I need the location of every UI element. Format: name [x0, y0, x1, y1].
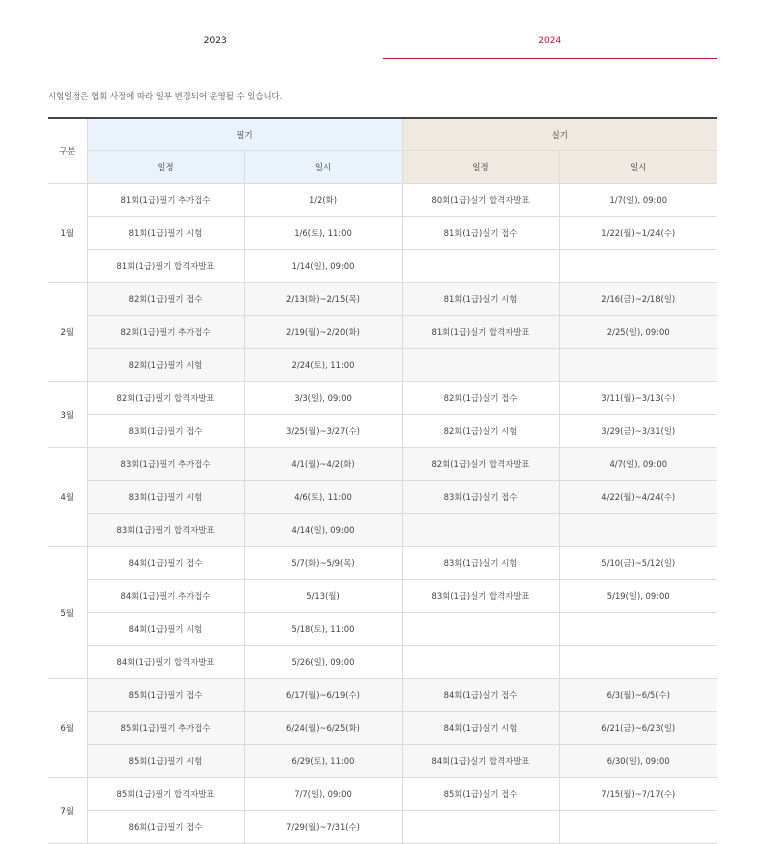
month-label: 2월 — [48, 283, 87, 382]
table-row — [48, 514, 717, 547]
written-datetime-cell: 2/24(토), 11:00 — [244, 349, 402, 382]
practical-schedule-cell: 83회(1급)실기 시험 — [402, 547, 559, 580]
written-schedule-cell: 84회(1급)필기 접수 — [87, 547, 244, 580]
table-row — [48, 217, 717, 250]
written-datetime-cell: 4/1(월)~4/2(화) — [244, 448, 402, 481]
written-schedule-cell: 82회(1급)필기 합격자발표 — [87, 382, 244, 415]
table-row — [48, 580, 717, 613]
table-row — [48, 547, 717, 580]
written-datetime-cell: 5/26(일), 09:00 — [244, 646, 402, 679]
table-row — [48, 481, 717, 514]
written-schedule-cell: 83회(1급)필기 합격자발표 — [87, 514, 244, 547]
practical-datetime-cell — [559, 811, 717, 844]
header-practical-schedule: 일정 — [402, 151, 559, 184]
practical-schedule-cell: 82회(1급)실기 시험 — [402, 415, 559, 448]
written-datetime-cell: 4/6(토), 11:00 — [244, 481, 402, 514]
practical-schedule-cell — [402, 514, 559, 547]
written-schedule-cell: 85회(1급)필기 접수 — [87, 679, 244, 712]
table-row — [48, 679, 717, 712]
table-row — [48, 382, 717, 415]
written-datetime-cell: 2/13(화)~2/15(목) — [244, 283, 402, 316]
practical-schedule-cell: 81회(1급)실기 시험 — [402, 283, 559, 316]
table-row — [48, 316, 717, 349]
month-label: 3월 — [48, 382, 87, 448]
practical-schedule-cell: 81회(1급)실기 접수 — [402, 217, 559, 250]
practical-datetime-cell — [559, 250, 717, 283]
table-row — [48, 250, 717, 283]
written-datetime-cell: 6/29(토), 11:00 — [244, 745, 402, 778]
practical-datetime-cell — [559, 514, 717, 547]
header-gubun: 구분 — [48, 118, 87, 184]
written-schedule-cell: 83회(1급)필기 시험 — [87, 481, 244, 514]
written-schedule-cell: 82회(1급)필기 접수 — [87, 283, 244, 316]
practical-schedule-cell: 82회(1급)실기 합격자발표 — [402, 448, 559, 481]
table-row — [48, 349, 717, 382]
header-practical: 실기 — [402, 118, 717, 151]
month-label: 7월 — [48, 778, 87, 844]
table-row — [48, 448, 717, 481]
practical-schedule-cell: 84회(1급)실기 시험 — [402, 712, 559, 745]
written-schedule-cell: 86회(1급)필기 접수 — [87, 811, 244, 844]
exam-schedule-table — [48, 117, 717, 844]
written-schedule-cell: 85회(1급)필기 추가접수 — [87, 712, 244, 745]
practical-schedule-cell: 84회(1급)실기 접수 — [402, 679, 559, 712]
practical-datetime-cell: 6/30(일), 09:00 — [559, 745, 717, 778]
written-datetime-cell: 7/7(일), 09:00 — [244, 778, 402, 811]
written-schedule-cell: 81회(1급)필기 합격자발표 — [87, 250, 244, 283]
practical-schedule-cell — [402, 613, 559, 646]
practical-datetime-cell — [559, 646, 717, 679]
month-label: 6월 — [48, 679, 87, 778]
practical-datetime-cell: 3/11(월)~3/13(수) — [559, 382, 717, 415]
schedule-notice: 시험일정은 협회 사정에 따라 일부 변경되어 운영될 수 있습니다. — [48, 91, 283, 101]
written-datetime-cell: 3/25(월)~3/27(수) — [244, 415, 402, 448]
practical-schedule-cell: 83회(1급)실기 합격자발표 — [402, 580, 559, 613]
table-row — [48, 184, 717, 217]
written-datetime-cell: 3/3(일), 09:00 — [244, 382, 402, 415]
written-schedule-cell: 84회(1급)필기 시험 — [87, 613, 244, 646]
written-datetime-cell: 1/14(일), 09:00 — [244, 250, 402, 283]
written-schedule-cell: 85회(1급)필기 합격자발표 — [87, 778, 244, 811]
written-datetime-cell: 7/29(월)~7/31(수) — [244, 811, 402, 844]
practical-schedule-cell: 80회(1급)실기 합격자발표 — [402, 184, 559, 217]
written-datetime-cell: 6/24(월)~6/25(화) — [244, 712, 402, 745]
practical-schedule-cell — [402, 646, 559, 679]
written-schedule-cell: 82회(1급)필기 추가접수 — [87, 316, 244, 349]
practical-schedule-cell — [402, 349, 559, 382]
written-datetime-cell: 4/14(일), 09:00 — [244, 514, 402, 547]
header-practical-datetime: 일시 — [559, 151, 717, 184]
written-datetime-cell: 5/7(화)~5/9(목) — [244, 547, 402, 580]
practical-datetime-cell: 7/15(월)~7/17(수) — [559, 778, 717, 811]
practical-datetime-cell: 3/29(금)~3/31(일) — [559, 415, 717, 448]
practical-datetime-cell: 2/16(금)~2/18(일) — [559, 283, 717, 316]
practical-datetime-cell: 1/22(월)~1/24(수) — [559, 217, 717, 250]
written-datetime-cell: 1/6(토), 11:00 — [244, 217, 402, 250]
practical-schedule-cell: 82회(1급)실기 접수 — [402, 382, 559, 415]
month-label: 4월 — [48, 448, 87, 547]
table-row — [48, 712, 717, 745]
header-written-schedule: 일정 — [87, 151, 244, 184]
written-datetime-cell: 1/2(화) — [244, 184, 402, 217]
month-label: 5월 — [48, 547, 87, 679]
written-schedule-cell: 83회(1급)필기 추가접수 — [87, 448, 244, 481]
month-label: 1월 — [48, 184, 87, 283]
practical-schedule-cell: 81회(1급)실기 합격자발표 — [402, 316, 559, 349]
practical-schedule-cell — [402, 811, 559, 844]
table-row — [48, 283, 717, 316]
written-schedule-cell: 81회(1급)필기 시험 — [87, 217, 244, 250]
written-schedule-cell: 84회(1급)필기 합격자발표 — [87, 646, 244, 679]
practical-schedule-cell: 83회(1급)실기 접수 — [402, 481, 559, 514]
practical-datetime-cell: 4/7(일), 09:00 — [559, 448, 717, 481]
tab-2023[interactable]: 2023 — [203, 36, 227, 46]
table-row — [48, 778, 717, 811]
written-schedule-cell: 82회(1급)필기 시험 — [87, 349, 244, 382]
practical-schedule-cell: 85회(1급)실기 접수 — [402, 778, 559, 811]
table-row — [48, 811, 717, 844]
table-row — [48, 745, 717, 778]
year-tabs — [48, 26, 717, 59]
practical-datetime-cell: 2/25(일), 09:00 — [559, 316, 717, 349]
practical-datetime-cell: 6/21(금)~6/23(일) — [559, 712, 717, 745]
practical-datetime-cell: 4/22(월)~4/24(수) — [559, 481, 717, 514]
practical-schedule-cell: 84회(1급)실기 합격자발표 — [402, 745, 559, 778]
practical-datetime-cell — [559, 613, 717, 646]
table-row — [48, 646, 717, 679]
written-schedule-cell: 83회(1급)필기 접수 — [87, 415, 244, 448]
table-row — [48, 613, 717, 646]
written-schedule-cell: 85회(1급)필기 시험 — [87, 745, 244, 778]
practical-datetime-cell — [559, 349, 717, 382]
tab-2024[interactable]: 2024 — [383, 26, 718, 59]
practical-schedule-cell — [402, 250, 559, 283]
table-row — [48, 415, 717, 448]
written-schedule-cell: 84회(1급)필기 추가접수 — [87, 580, 244, 613]
practical-datetime-cell: 5/10(금)~5/12(일) — [559, 547, 717, 580]
written-datetime-cell: 6/17(월)~6/19(수) — [244, 679, 402, 712]
practical-datetime-cell: 1/7(일), 09:00 — [559, 184, 717, 217]
practical-datetime-cell: 6/3(월)~6/5(수) — [559, 679, 717, 712]
written-datetime-cell: 5/13(월) — [244, 580, 402, 613]
header-written-datetime: 일시 — [244, 151, 402, 184]
written-datetime-cell: 5/18(토), 11:00 — [244, 613, 402, 646]
header-written: 필기 — [87, 118, 402, 151]
written-datetime-cell: 2/19(월)~2/20(화) — [244, 316, 402, 349]
schedule-body — [48, 184, 717, 844]
practical-datetime-cell: 5/19(일), 09:00 — [559, 580, 717, 613]
written-schedule-cell: 81회(1급)필기 추가접수 — [87, 184, 244, 217]
